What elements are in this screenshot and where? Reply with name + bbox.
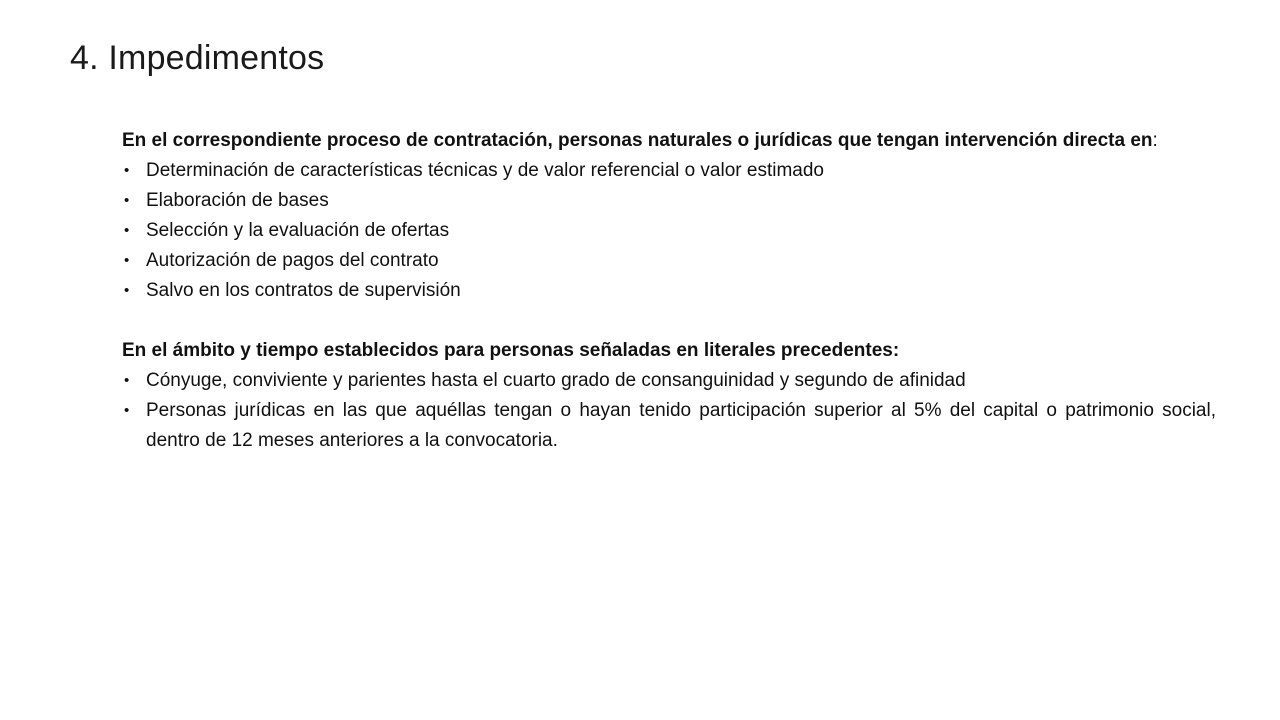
list-item-text: Personas jurídicas en las que aquéllas tengan o hayan tenido participación superior al 5% del capital o patrimonio social, dentro de 12 meses anteriores a la convocatoria. bbox=[146, 400, 1216, 451]
list-item bbox=[122, 246, 1216, 276]
list-item bbox=[122, 186, 1216, 216]
list-item-text: Autorización de pagos del contrato bbox=[146, 250, 439, 271]
section-1-intro bbox=[122, 126, 1216, 156]
list-item bbox=[122, 396, 1216, 456]
list-item bbox=[122, 156, 1216, 186]
list-item bbox=[122, 276, 1216, 306]
bullet-icon: • bbox=[124, 162, 130, 179]
list-item-text: Salvo en los contratos de supervisión bbox=[146, 280, 461, 301]
list-item-text: Determinación de características técnicas y de valor referencial o valor estimado bbox=[146, 160, 824, 181]
section-spacer bbox=[122, 306, 1216, 336]
list-item bbox=[122, 366, 1216, 396]
slide-title: 4. Impedimentos bbox=[70, 39, 325, 77]
section-1-bullet-list bbox=[122, 156, 1216, 306]
section-2-intro: En el ámbito y tiempo establecidos para personas señaladas en literales precedentes: bbox=[122, 340, 900, 361]
section-1-intro-suffix: : bbox=[1152, 130, 1158, 151]
list-item-text: Elaboración de bases bbox=[146, 190, 329, 211]
list-item-text: Cónyuge, conviviente y parientes hasta el cuarto grado de consanguinidad y segundo de afinidad bbox=[146, 370, 966, 391]
bullet-icon: • bbox=[124, 372, 130, 389]
bullet-icon: • bbox=[124, 252, 130, 269]
bullet-icon: • bbox=[124, 222, 130, 239]
bullet-icon: • bbox=[124, 402, 130, 419]
section-1-intro-bold: En el correspondiente proceso de contratación, personas naturales o jurídicas que tengan intervención directa en bbox=[122, 130, 1153, 151]
section-2-bullet-list bbox=[122, 366, 1216, 456]
list-item bbox=[122, 216, 1216, 246]
bullet-icon: • bbox=[124, 282, 130, 299]
bullet-icon: • bbox=[124, 192, 130, 209]
list-item-text: Selección y la evaluación de ofertas bbox=[146, 220, 450, 241]
slide-content bbox=[122, 126, 1216, 456]
